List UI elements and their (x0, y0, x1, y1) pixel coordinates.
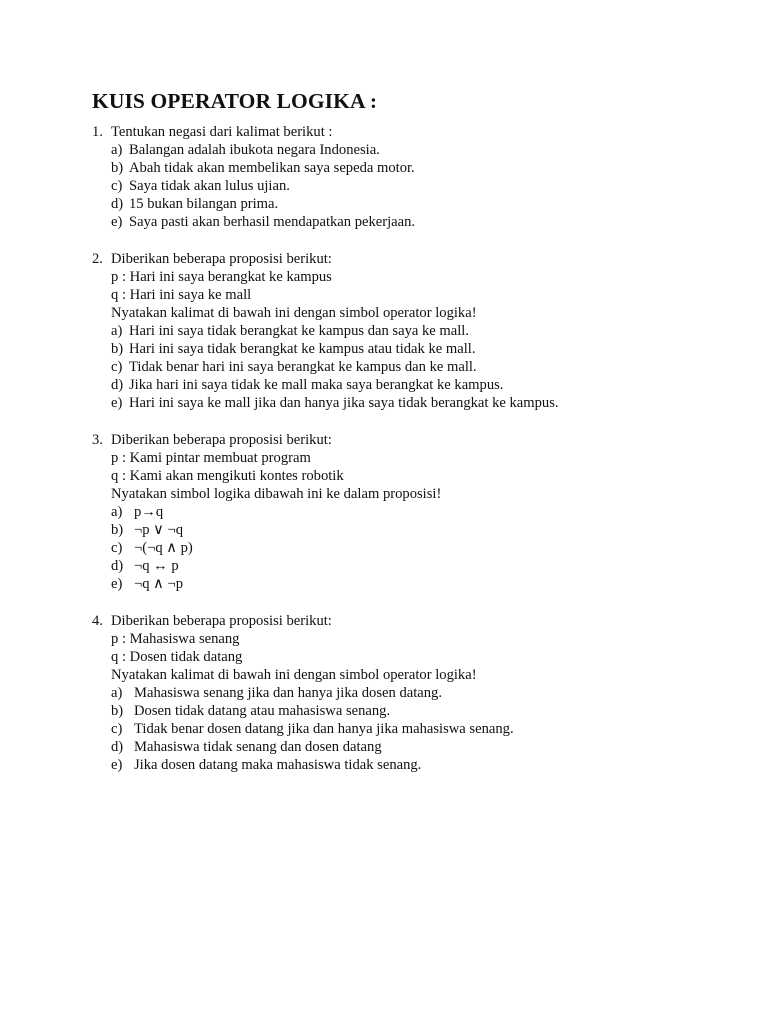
option-label: a) (111, 142, 123, 159)
question-2-header (92, 250, 732, 268)
question-3 (92, 431, 732, 594)
option-d (92, 195, 732, 213)
option-e (92, 213, 732, 231)
option-text: Tidak benar dosen datang jika dan hanya jika mahasiswa senang. (134, 721, 514, 738)
option-text: Hari ini saya ke mall jika dan hanya jika saya tidak berangkat ke kampus. (129, 395, 559, 412)
logic-formula: p→q (134, 503, 164, 520)
option-c (92, 539, 732, 557)
option-label: c) (111, 178, 123, 195)
option-label: e) (111, 576, 123, 593)
option-text: Saya tidak akan lulus ujian. (129, 178, 290, 195)
option-c (92, 177, 732, 195)
option-d (92, 738, 732, 756)
option-label: d) (111, 558, 124, 575)
proposition-p: p : Kami pintar membuat program (111, 449, 311, 466)
option-text: Mahasiswa tidak senang dan dosen datang (134, 739, 382, 756)
option-text: Balangan adalah ibukota negara Indonesia. (129, 142, 380, 159)
option-a (92, 322, 732, 340)
option-c (92, 720, 732, 738)
question-4-header (92, 612, 732, 630)
option-text: Abah tidak akan membelikan saya sepeda motor. (129, 160, 415, 177)
option-label: b) (111, 703, 124, 719)
question-instruction: Nyatakan simbol logika dibawah ini ke dalam proposisi! (111, 485, 442, 502)
option-text: Tidak benar hari ini saya berangkat ke kampus dan ke mall. (129, 359, 477, 376)
question-prompt: Diberikan beberapa proposisi berikut: (111, 612, 332, 629)
quiz-document (92, 88, 732, 774)
option-text: 15 bukan bilangan prima. (129, 196, 279, 213)
option-b (92, 340, 732, 358)
question-instruction: Nyatakan kalimat di bawah ini dengan simbol operator logika! (111, 666, 477, 683)
question-1 (92, 123, 732, 232)
question-2 (92, 250, 732, 413)
option-label: b) (111, 160, 124, 177)
logic-formula: ¬(¬q ∧ p) (134, 540, 193, 557)
option-text: Jika dosen datang maka mahasiswa tidak senang. (134, 757, 422, 774)
question-4 (92, 612, 732, 775)
question-instruction: Nyatakan kalimat di bawah ini dengan simbol operator logika! (111, 304, 477, 321)
question-prompt: Diberikan beberapa proposisi berikut: (111, 250, 332, 267)
option-text: Jika hari ini saya tidak ke mall maka saya berangkat ke kampus. (129, 377, 504, 394)
option-text: Saya pasti akan berhasil mendapatkan pekerjaan. (129, 214, 416, 231)
question-number: 4. (92, 612, 103, 629)
question-1-header (92, 123, 732, 141)
option-label: e) (111, 214, 123, 231)
option-label: b) (111, 522, 124, 539)
question-number: 2. (92, 250, 103, 267)
option-e (92, 756, 732, 774)
option-label: c) (111, 540, 123, 557)
proposition-p: p : Hari ini saya berangkat ke kampus (111, 268, 332, 285)
option-text: Hari ini saya tidak berangkat ke kampus atau tidak ke mall. (129, 341, 476, 358)
proposition-q: q : Hari ini saya ke mall (111, 286, 252, 303)
option-a (92, 141, 732, 159)
option-e (92, 575, 732, 593)
logic-formula: ¬q ∧ ¬p (134, 576, 184, 593)
question-number: 1. (92, 124, 103, 140)
option-label: e) (111, 395, 123, 412)
option-label: a) (111, 323, 123, 340)
question-3-header (92, 431, 732, 449)
page-title: KUIS OPERATOR LOGIKA : (92, 89, 378, 113)
proposition-q: q : Dosen tidak datang (111, 648, 243, 665)
option-a (92, 684, 732, 702)
option-b (92, 159, 732, 177)
option-text: Hari ini saya tidak berangkat ke kampus dan saya ke mall. (129, 323, 470, 340)
option-a (92, 503, 732, 521)
logic-formula: ¬q ↔ p (134, 558, 179, 575)
option-text: Mahasiswa senang jika dan hanya jika dosen datang. (134, 684, 443, 701)
option-label: c) (111, 721, 123, 738)
option-label: d) (111, 196, 124, 213)
option-label: d) (111, 739, 124, 756)
option-label: a) (111, 503, 123, 520)
option-e (92, 394, 732, 412)
logic-formula: ¬p ∨ ¬q (134, 522, 184, 539)
option-b (92, 702, 732, 720)
question-number: 3. (92, 431, 103, 448)
option-label: a) (111, 684, 123, 701)
question-prompt: Tentukan negasi dari kalimat berikut : (111, 124, 333, 140)
option-d (92, 376, 732, 394)
proposition-q: q : Kami akan mengikuti kontes robotik (111, 467, 344, 484)
option-c (92, 358, 732, 376)
option-text: Dosen tidak datang atau mahasiswa senang. (134, 703, 391, 719)
question-prompt: Diberikan beberapa proposisi berikut: (111, 431, 332, 448)
option-label: e) (111, 757, 123, 774)
option-d (92, 557, 732, 575)
option-label: b) (111, 341, 124, 358)
proposition-p: p : Mahasiswa senang (111, 630, 240, 647)
option-label: d) (111, 377, 124, 394)
option-b (92, 521, 732, 539)
option-label: c) (111, 359, 123, 376)
